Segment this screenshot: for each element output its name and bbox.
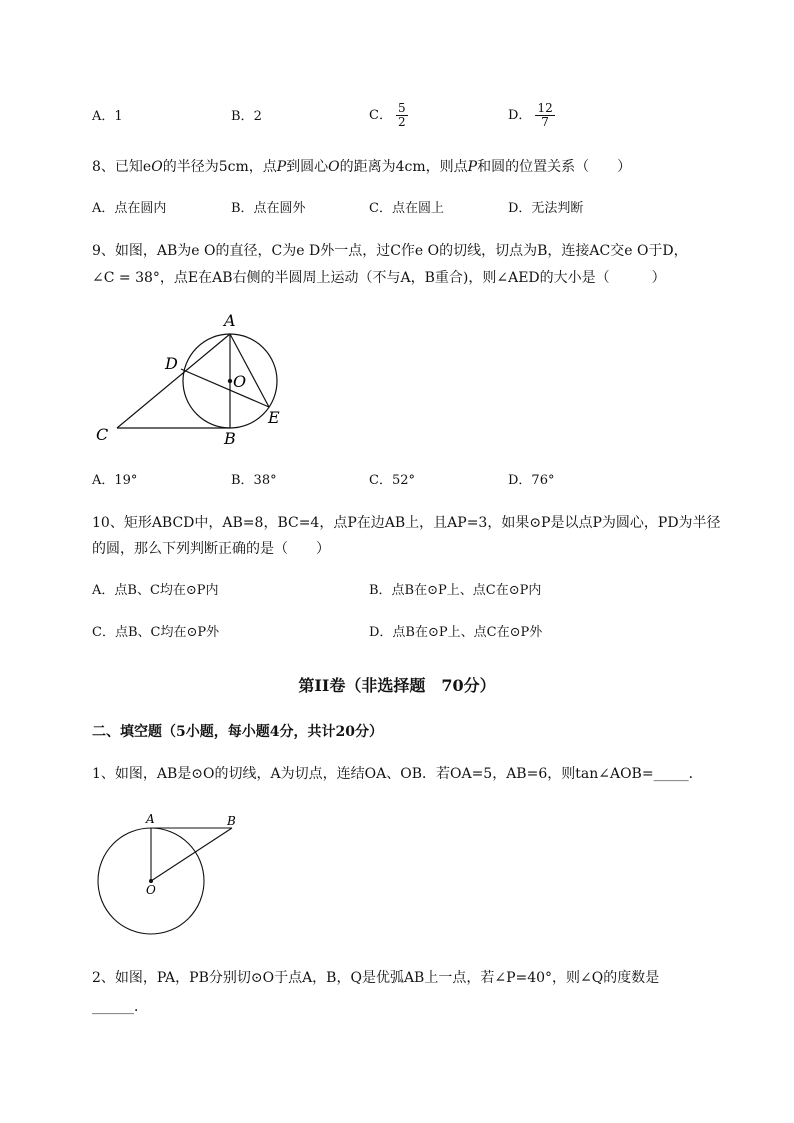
q7-option-c: C． $\frac{5}{2}$ (369, 101, 406, 129)
q9-line-ae (230, 334, 269, 407)
fill1-label-a: A (146, 812, 155, 826)
q10-option-d: D．点B在⊙P上、点C在⊙P外 (369, 625, 543, 640)
q9-option-a: A．19° (92, 473, 138, 488)
fill1-line-ob (151, 828, 232, 881)
fill2-stem-line2: ______． (92, 999, 148, 1015)
fraction-12-7: $\frac{12}{7}$ (537, 101, 553, 129)
q10-option-b: B．点B在⊙P上、点C在⊙P内 (369, 583, 542, 598)
fill1-label-b: B (227, 814, 236, 828)
q9-center-dot (228, 379, 232, 383)
q9-label-c: C (96, 425, 109, 444)
fill1-label-o: O (146, 883, 156, 897)
q7-option-a: A．1 (92, 109, 123, 124)
q9-label-o: O (233, 372, 247, 391)
q9-option-c: C．52° (369, 473, 415, 488)
q9-line-ca (117, 334, 230, 428)
fill2-stem-line1: 2、如图，PA，PB分别切⊙O于点A，B，Q是优弧AB上一点，若∠P=40°，则∠Q的度数是 (92, 970, 660, 986)
q8-option-b: B．点在圆外 (231, 201, 306, 216)
q10-stem-line1: 10、矩形ABCD中，AB=8，BC=4，点P在边AB上，且AP=3，如果⊙P是以点P为圆心，PD为半径 (92, 515, 721, 531)
q8-option-a: A．点在圆内 (92, 201, 167, 216)
part2-title: 第II卷（非选择题 70分） (298, 676, 496, 695)
q9-figure (90, 305, 300, 455)
q8-option-c: C．点在圆上 (369, 201, 444, 216)
q9-label-a: A (224, 311, 236, 330)
q9-line-de (181, 369, 269, 407)
q10-option-c: C．点B、C均在⊙P外 (92, 625, 220, 640)
q9-stem-line1: 9、如图，AB为e O的直径，C为e D外一点，过C作e O的切线，切点为B，连接AC交e O于D， (92, 243, 688, 259)
q10-stem-line2: 的圆，那么下列判断正确的是（ ） (92, 541, 330, 557)
section2-heading: 二、填空题（5小题，每小题4分，共计20分） (92, 724, 383, 740)
q8-stem: 8、已知eO的半径为5cm，点P到圆心O的距离为4cm，则点P和圆的位置关系（ ） (92, 159, 632, 175)
q10-option-a: A．点B、C均在⊙P内 (92, 583, 219, 598)
fill1-figure (90, 808, 250, 943)
q9-stem-line2: ∠C = 38°，点E在AB右侧的半圆周上运动（不与A，B重合)，则∠AED的大小是（ ） (92, 270, 666, 286)
fraction-5-2: $\frac{5}{2}$ (397, 101, 406, 129)
q9-label-b: B (224, 429, 236, 448)
q7-option-d: D． $\frac{12}{7}$ (508, 101, 553, 129)
q9-label-d: D (165, 354, 178, 373)
fill1-stem: 1、如图，AB是⊙O的切线，A为切点，连结OA、OB．若OA=5，AB=6，则tan∠AOB=_____． (92, 766, 703, 782)
q9-option-b: B．38° (231, 473, 277, 488)
q8-option-d: D．无法判断 (508, 201, 584, 216)
q9-option-d: D．76° (508, 473, 555, 488)
q7-option-b: B．2 (231, 109, 262, 124)
q9-label-e: E (268, 408, 280, 427)
